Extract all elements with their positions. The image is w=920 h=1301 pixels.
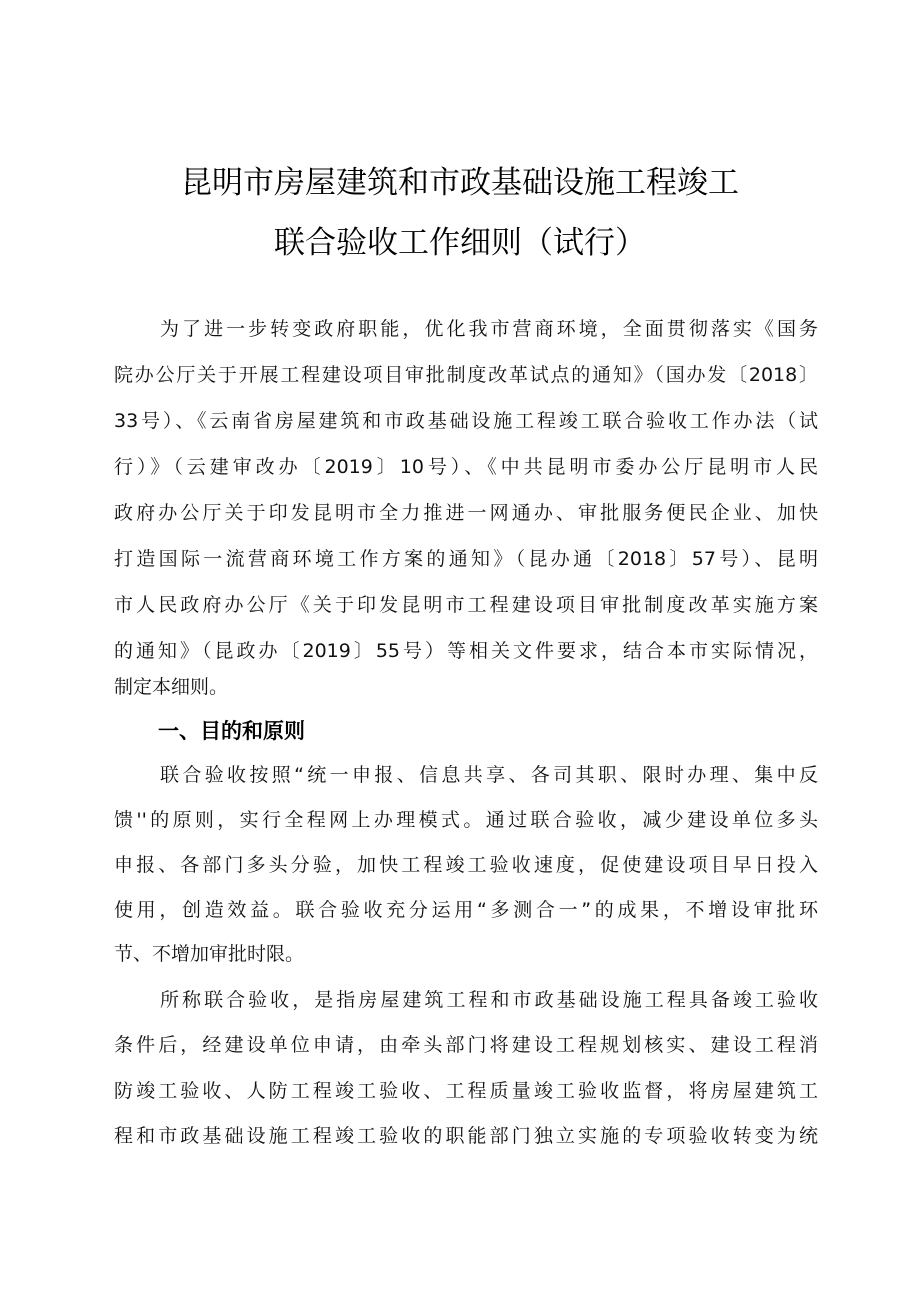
intro-line: 制定本细则。 xyxy=(114,676,229,698)
section-heading: 一、目的和原则 xyxy=(158,719,305,743)
intro-line: 市人民政府办公厅《关于印发昆明市工程建设项目审批制度改革实施方案 xyxy=(114,594,818,616)
intro-line: 33号）、《云南省房屋建筑和市政基础设施工程竣工联合验收工作办法（试 xyxy=(114,410,818,432)
intro-line: 的通知》（昆政办〔2019〕55号）等相关文件要求，结合本市实际情况， xyxy=(114,640,818,662)
section1-para2-line: 程和市政基础设施工程竣工验收的职能部门独立实施的专项验收转变为统 xyxy=(114,1125,818,1147)
section1-para2-line: 条件后，经建设单位申请，由牵头部门将建设工程规划核实、建设工程消 xyxy=(114,1034,818,1056)
section1-para1-line: 申报、各部门多头分验，加快工程竣工验收速度，促使建设项目早日投入 xyxy=(114,854,818,876)
document-title-line-2: 联合验收工作细则（试行） xyxy=(274,225,646,261)
document-title-line-1: 昆明市房屋建筑和市政基础设施工程竣工 xyxy=(181,165,739,201)
intro-line: 行）》（云建审改办〔2019〕10号）、《中共昆明市委办公厅昆明市人民 xyxy=(114,456,818,478)
section1-para2-line: 防竣工验收、人防工程竣工验收、工程质量竣工验收监督，将房屋建筑工 xyxy=(114,1080,818,1102)
section1-para1-line: 使用，创造效益。联合验收充分运用“多测合一”的成果，不增设审批环 xyxy=(114,899,818,921)
intro-line: 为了进一步转变政府职能，优化我市营商环境，全面贯彻落实《国务 xyxy=(160,318,818,340)
intro-line: 院办公厅关于开展工程建设项目审批制度改革试点的通知》（国办发〔2018〕 xyxy=(114,364,818,386)
section1-para1-line: 馈''的原则，实行全程网上办理模式。通过联合验收，减少建设单位多头 xyxy=(114,809,818,831)
section1-para1-line: 联合验收按照“统一申报、信息共享、各司其职、限时办理、集中反 xyxy=(160,764,818,786)
intro-line: 政府办公厅关于印发昆明市全力推进一网通办、审批服务便民企业、加快 xyxy=(114,502,818,524)
section1-para2-line: 所称联合验收，是指房屋建筑工程和市政基础设施工程具备竣工验收 xyxy=(160,989,818,1011)
intro-line: 打造国际一流营商环境工作方案的通知》（昆办通〔2018〕57号）、昆明 xyxy=(114,548,818,570)
section1-para1-line: 节、不增加审批时限。 xyxy=(114,943,305,965)
